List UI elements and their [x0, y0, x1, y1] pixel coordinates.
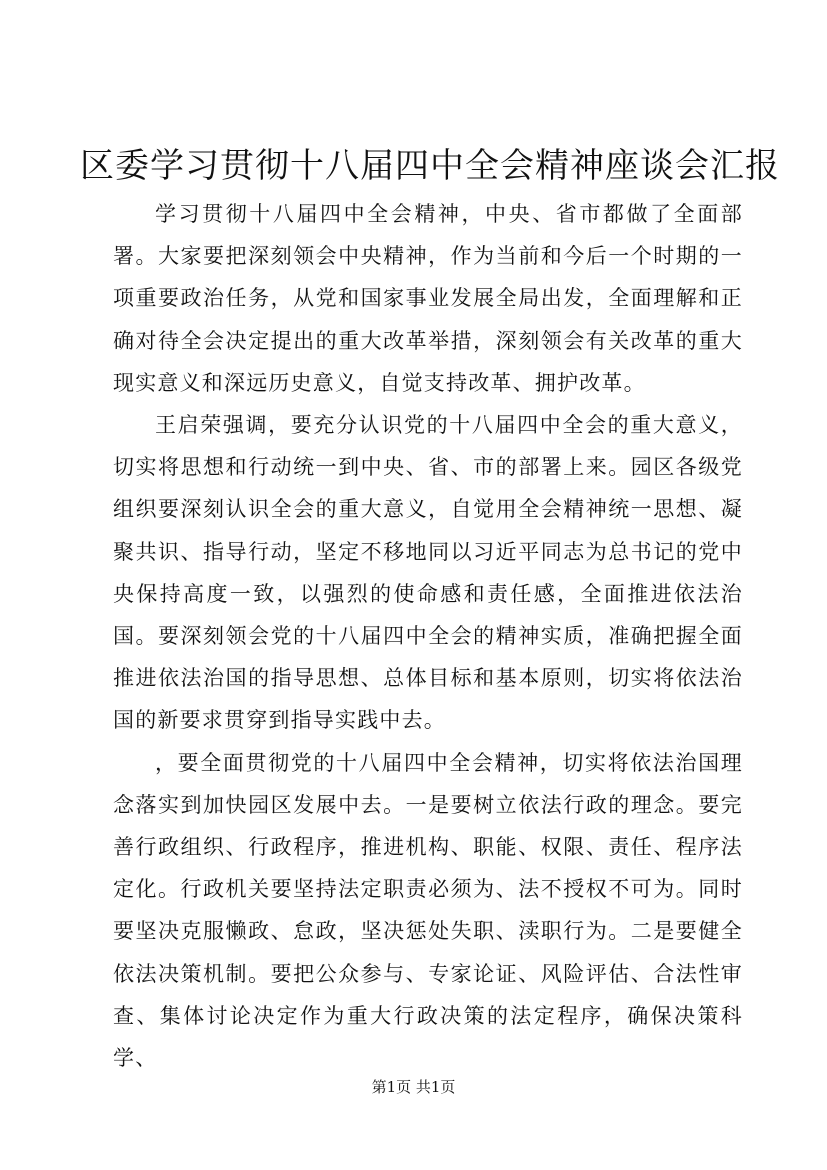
document-body	[113, 193, 743, 1079]
document-title: 区委学习贯彻十八届四中全会精神座谈会汇报	[80, 146, 780, 186]
paragraph-3: ，要全面贯彻党的十八届四中全会精神，切实将依法治国理念落实到加快园区发展中去。一是要树立依法行政的理念。要完善行政组织、行政程序，推进机构、职能、权限、责任、程序法定化。行政机关要坚持法定职责必须为、法不授权不可为。同时要坚决克服懒政、怠政，坚决惩处失职、渎职行为。二是要健全依法决策机制。要把公众参与、专家论证、风险评估、合法性审查、集体讨论决定作为重大行政决策的法定程序，确保决策科学、	[113, 750, 743, 1071]
page-footer: 第1页 共1页	[371, 1078, 456, 1096]
paragraph-2: 王启荣强调，要充分认识党的十八届四中全会的重大意义，切实将思想和行动统一到中央、省、市的部署上来。园区各级党组织要深刻认识全会的重大意义，自觉用全会精神统一思想、凝聚共识、指导行动，坚定不移地同以习近平同志为总书记的党中央保持高度一致，以强烈的使命感和责任感，全面推进依法治国。要深刻领会党的十八届四中全会的精神实质，准确把握全面推进依法治国的指导思想、总体目标和基本原则，切实将依法治国的新要求贯穿到指导实践中去。	[113, 413, 743, 733]
paragraph-1: 学习贯彻十八届四中全会精神，中央、省市都做了全面部署。大家要把深刻领会中央精神，作为当前和今后一个时期的一项重要政治任务，从党和国家事业发展全局出发，全面理解和正确对待全会决定提出的重大改革举措，深刻领会有关改革的重大现实意义和深远历史意义，自觉支持改革、拥护改革。	[113, 202, 743, 395]
